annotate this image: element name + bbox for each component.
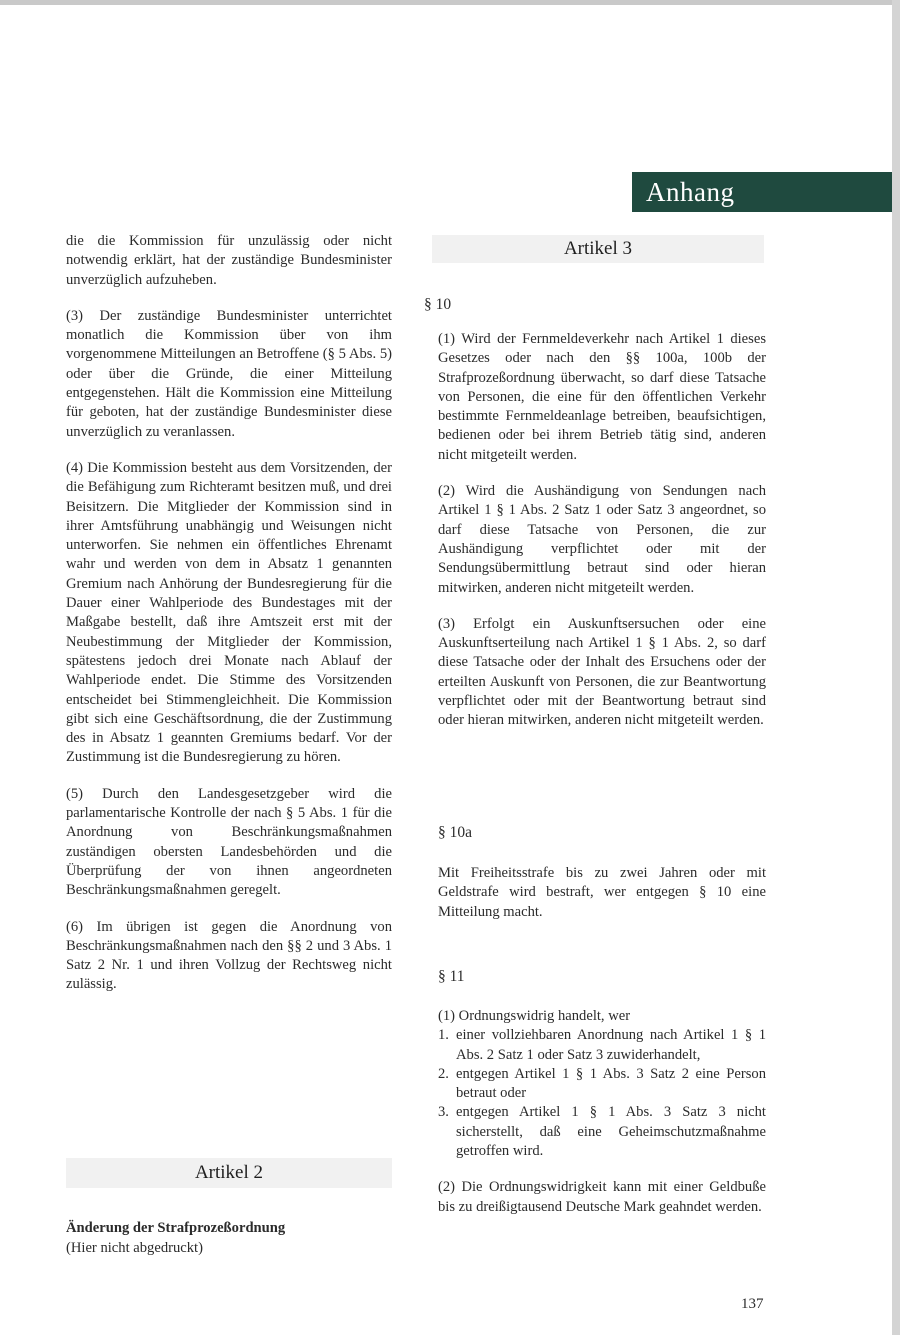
left-paragraph-continuation: die die Kommission für unzulässig oder nicht notwendig erklärt, hat der zuständige Bundesminister unverzüglich aufzuheben. <box>66 233 392 288</box>
left-paragraph-4: (4) Die Kommission besteht aus dem Vorsitzenden, der die Befähigung zum Richteramt besitzen muß, und drei Beisitzern. Die Mitglieder der Kommission sind in ihrer Amtsführung unabhängig und Weisungen nicht unterworfen. Sie nehmen ein öffentliches Ehrenamt wahr und werden von dem in Absatz 1 genannten Gremium nach Anhörung der Bundesregierung für die Dauer einer Wahlperiode des Bundestages mit der Maßgabe bestellt, daß ihre Amtszeit erst mit der Neubestimmung der Mitglieder der Kommission, spätestens jedoch drei Monate nach Ablauf der Wahlperiode endet. Die Stimme des Vorsitzenden entscheidet bei Stimmengleichheit. Die Kommission gibt sich eine Geschäftsordnung, die der Zustimmung des in Absatz 1 geannten Gremiums bedarf. Vor der Zustimmung ist die Bundesregierung zu hören. <box>66 459 392 766</box>
section-10-heading: § 10 <box>424 296 452 313</box>
section-10a-text: Mit Freiheitsstrafe bis zu zwei Jahren oder mit Geldstrafe wird bestraft, wer entgegen § 10 eine Mitteilung macht. <box>438 865 766 920</box>
article-3-heading: Artikel 3 <box>432 235 764 263</box>
list-item-number: 3. <box>438 1104 449 1121</box>
page-number: 137 <box>741 1296 764 1312</box>
left-paragraph-6: (6) Im übrigen ist gegen die Anordnung von Beschränkungsmaßnahmen nach den §§ 2 und 3 Abs. 1 Satz 2 Nr. 1 und ihren Vollzug der Rechtsweg nicht zulässig. <box>66 918 392 993</box>
section-11-intro: (1) Ordnungswidrig handelt, wer <box>438 1008 631 1024</box>
section-10-body <box>438 330 766 748</box>
section-10-paragraph-2: (2) Wird die Aushändigung von Sendungen nach Artikel 1 § 1 Abs. 2 Satz 1 oder Satz 3 angeordnet, so darf diese Tatsache von Personen, die zur Aushändigung verpflichtet oder mit der Sendungsübermittlung betraut sind oder hieran mitwirken, anderen nicht mitgeteilt werden. <box>438 483 766 596</box>
list-item-number: 2. <box>438 1065 449 1082</box>
list-item-text: entgegen Artikel 1 § 1 Abs. 3 Satz 3 nicht sicherstellt, daß eine Geheimschutzmaßnahme getroffen wird. <box>456 1104 766 1160</box>
list-item <box>438 1026 766 1065</box>
section-10a-body <box>438 864 766 939</box>
list-item <box>438 1065 766 1104</box>
page-top-edge <box>0 0 900 5</box>
list-item-text: entgegen Artikel 1 § 1 Abs. 3 Satz 2 eine Person betraut oder <box>456 1065 766 1102</box>
list-item-number: 1. <box>438 1027 449 1044</box>
section-11-heading: § 11 <box>438 968 465 985</box>
section-11-body <box>438 1007 766 1234</box>
section-11-paragraph-2: (2) Die Ordnungswidrigkeit kann mit einer Geldbuße bis zu dreißigtausend Deutsche Mark geahndet werden. <box>438 1179 766 1215</box>
list-item <box>438 1103 766 1161</box>
article-2-title: Änderung der Strafprozeßordnung <box>66 1220 286 1236</box>
section-10-paragraph-1: (1) Wird der Fernmeldeverkehr nach Artikel 1 dieses Gesetzes oder nach den §§ 100a, 100b der Strafprozeßordnung überwacht, so darf diese Tatsache von Personen, die eine für den öffentlichen Verkehr bestimmte Fernmeldeanlage betreiben, beaufsichtigen, bedienen oder bei ihrem Betrieb tätig sind, anderen nicht mitgeteilt werden. <box>438 331 766 463</box>
section-10a-heading: § 10a <box>438 824 473 841</box>
section-10-paragraph-3: (3) Erfolgt ein Auskunftsersuchen oder eine Auskunftserteilung nach Artikel 1 § 1 Abs. 2, so darf diese Tatsache oder der Inhalt des Ersuchens oder der erteilten Auskunft von Personen, die zur Beantwortung verpflichtet oder mit der Beantwortung betraut sind oder hieran mitwirken, anderen nicht mitgeteilt werden. <box>438 615 766 729</box>
left-column <box>66 232 392 1012</box>
list-item-text: einer vollziehbaren Anordnung nach Artikel 1 § 1 Abs. 2 Satz 1 oder Satz 3 zuwiderhandelt, <box>456 1027 766 1063</box>
section-11-list <box>438 1026 766 1161</box>
left-paragraph-3: (3) Der zuständige Bundesminister unterrichtet monatlich die Kommission über von ihm vorgenommene Mitteilungen an Betroffene (§ 5 Abs. 5) oder über die Gründe, die einer Mitteilung entgegenstehen. Hält die Kommission eine Mitteilung für geboten, hat der zuständige Bundesminister diese unverzüglich zu veranlassen. <box>66 307 392 440</box>
article-2-heading: Artikel 2 <box>66 1158 392 1188</box>
section-header-tab: Anhang <box>632 172 892 212</box>
article-2-subtitle: (Hier nicht abgedruckt) <box>66 1240 203 1256</box>
left-paragraph-5: (5) Durch den Landesgesetzgeber wird die parlamentarische Kontrolle der nach § 5 Abs. 1 für die Anordnung von Beschränkungsmaßnahmen zuständigen obersten Landesbehörden und die Überprüfung der von ihnen angeordneten Beschränkungsmaßnahmen geregelt. <box>66 785 392 899</box>
page-right-edge <box>892 0 900 1335</box>
